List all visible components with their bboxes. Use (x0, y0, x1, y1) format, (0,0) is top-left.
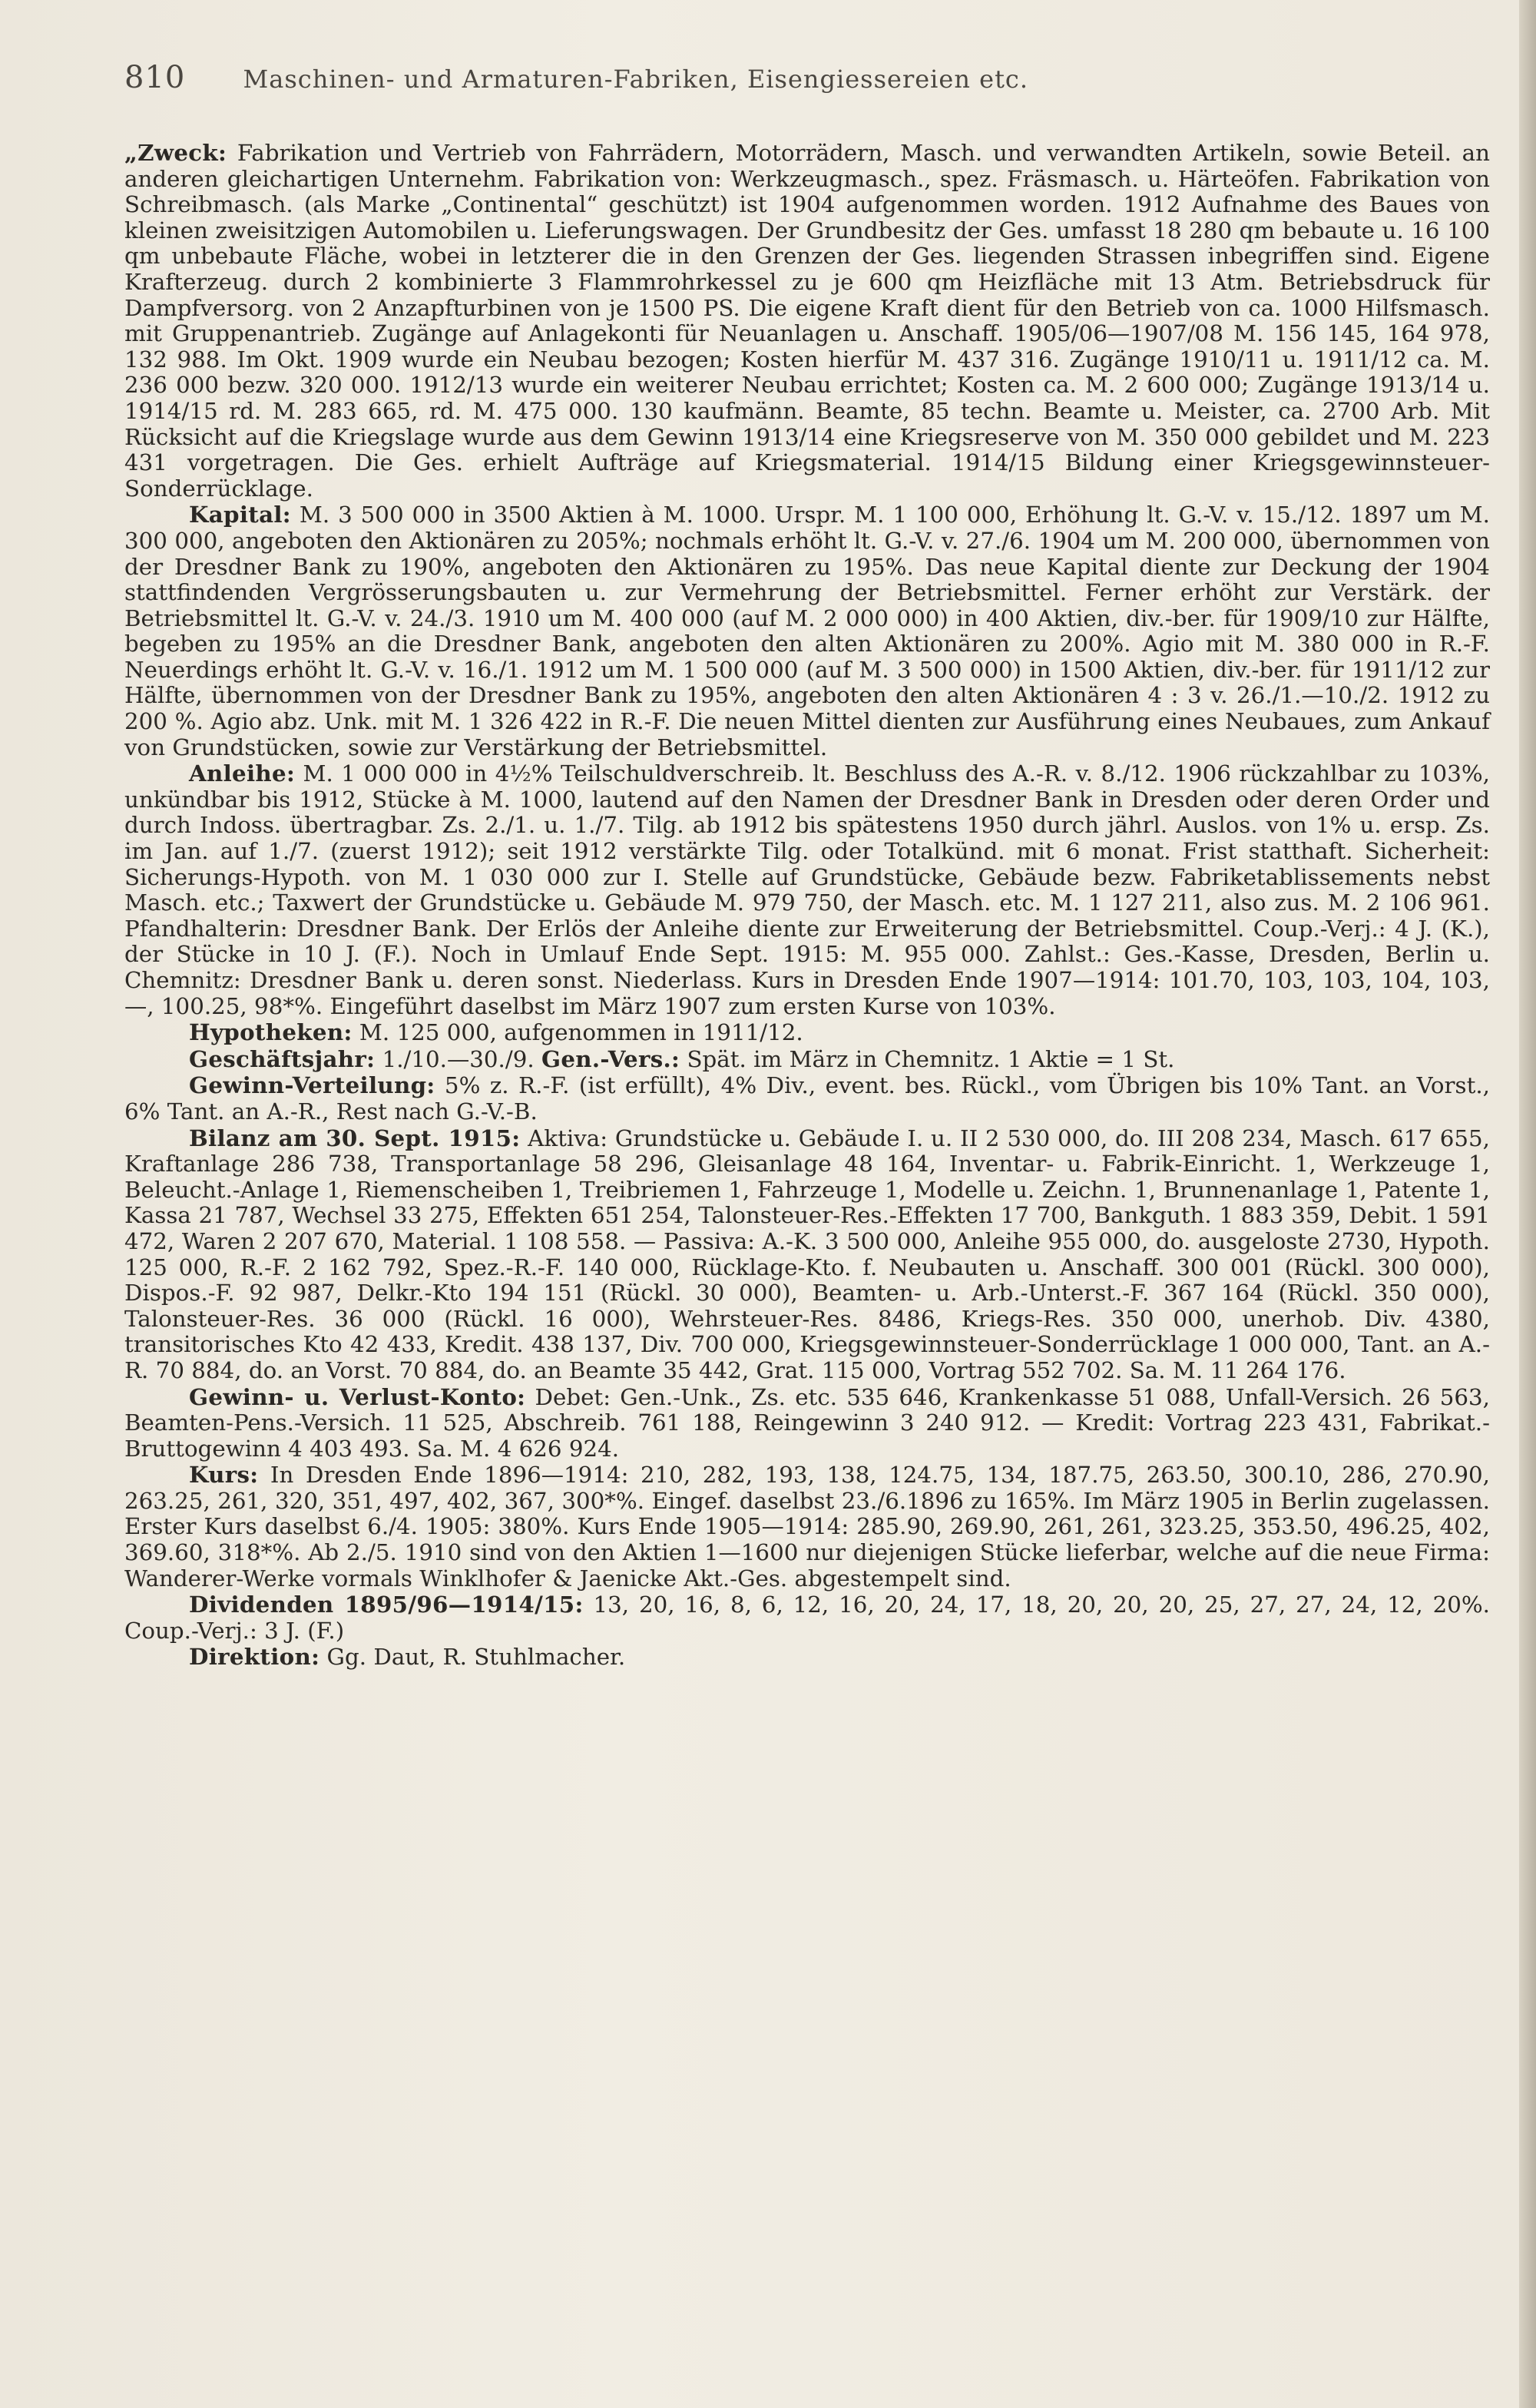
page-number: 810 (124, 60, 186, 95)
section-label: Kurs: (189, 1461, 259, 1489)
section-label: Anleihe: (189, 760, 296, 787)
paragraph-text: Gg. Daut, R. Stuhlmacher. (319, 1644, 626, 1671)
paragraph-text: M. 125 000, aufgenommen in 1911/12. (352, 1019, 803, 1046)
paragraph-kurs (124, 1462, 1490, 1592)
paragraph-geschaeftsjahr (124, 1046, 1490, 1073)
paragraph-direktion (124, 1644, 1490, 1671)
page-edge-shadow (1519, 0, 1536, 2408)
running-header (124, 60, 1491, 98)
paragraph-text: M. 1 000 000 in 4½% Teilschuldverschreib. lt. Beschluss des A.-R. v. 8./12. 1906 rückzahlbar zu 103%, unkündbar bis 1912, Stücke à M. 1000, lautend auf den Namen der Dresdner Bank in Dresden oder deren Order und durch Indoss. übertragbar. Zs. 2./1. u. 1./7. Tilg. ab 1912 bis spätestens 1950 durch jährl. Auslos. von 1% u. ersp. Zs. im Jan. auf 1./7. (zuerst 1912); seit 1912 verstärkte Tilg. oder Totalkünd. mit 6 monat. Frist statthaft. Sicherheit: Sicherungs-Hypoth. von M. 1 030 000 zur I. Stelle auf Grundstücke, Gebäude bezw. Fabriketablissements nebst Masch. etc.; Taxwert der Grundstücke u. Gebäude M. 979 750, der Masch. etc. M. 1 127 211, also zus. M. 2 106 961. Pfandhalterin: Dresdner Bank. Der Erlös der Anleihe diente zur Erweiterung der Betriebsmittel. Coup.-Verj.: 4 J. (K.), der Stücke in 10 J. (F.). Noch in Umlauf Ende Sept. 1915: M. 955 000. Zahlst.: Ges.-Kasse, Dresden, Berlin u. Chemnitz: Dresdner Bank u. deren sonst. Niederlass. Kurs in Dresden Ende 1907—1914: 101.70, 103, 103, 104, 103, —, 100.25, 98*%. Eingeführt daselbst im März 1907 zum ersten Kurse von 103%. (124, 760, 1490, 1019)
paragraph-gewinn-verteilung (124, 1072, 1490, 1125)
section-label: Direktion: (189, 1643, 320, 1671)
paragraph-text: Aktiva: Grundstücke u. Gebäude I. u. II 2 530 000, do. III 208 234, Masch. 617 655, Kraftanlage 286 738, Transportanlage 58 296, Gleisanlage 48 164, Inventar- u. Fabrik-Einricht. 1, Werkzeuge 1, Beleucht.-Anlage 1, Riemenscheiben 1, Treibriemen 1, Fahrzeuge 1, Modelle u. Zeichn. 1, Brunnenanlage 1, Patente 1, Kassa 21 787, Wechsel 33 275, Effekten 651 254, Talonsteuer-Res.-Effekten 17 700, Bankguth. 1 883 359, Debit. 1 591 472, Waren 2 207 670, Material. 1 108 558. — Passiva: A.-K. 3 500 000, Anleihe 955 000, do. ausgeloste 2730, Hypoth. 125 000, R.-F. 2 162 792, Spez.-R.-F. 140 000, Rücklage-Kto. f. Neubauten u. Anschaff. 300 001 (Rückl. 300 000), Dispos.-F. 92 987, Delkr.-Kto 194 151 (Rückl. 30 000), Beamten- u. Arb.-Unterst.-F. 367 164 (Rückl. 350 000), Talonsteuer-Res. 36 000 (Rückl. 16 000), Wehrsteuer-Res. 8486, Kriegs-Res. 350 000, unerhob. Div. 4380, transitorisches Kto 42 433, Kredit. 438 137, Div. 700 000, Kriegsgewinnsteuer-Sonderrücklage 1 000 000, Tant. an A.-R. 70 884, do. an Vorst. 70 884, do. an Beamte 35 442, Grat. 115 000, Vortrag 552 702. Sa. M. 11 264 176. (124, 1125, 1490, 1383)
paragraph-kapital (124, 502, 1490, 760)
paragraph-bilanz (124, 1125, 1490, 1384)
paragraph-text: Fabrikation und Vertrieb von Fahrrädern, Motorrädern, Masch. und verwandten Artikeln, sowie Beteil. an anderen gleichartigen Unternehm. Fabrikation von: Werkzeugmasch., spez. Fräsmasch. u. Härteöfen. Fabrikation von Schreibmasch. (als Marke „Continental“ geschützt) ist 1904 aufgenommen worden. 1912 Aufnahme des Baues von kleinen zweisitzigen Automobilen u. Lieferungswagen. Der Grundbesitz der Ges. umfasst 18 280 qm bebaute u. 16 100 qm unbebaute Fläche, wobei in letzterer die in den Grenzen der Ges. liegenden Strassen inbegriffen sind. Eigene Krafterzeug. durch 2 kombinierte 3 Flammrohrkessel zu je 600 qm Heizfläche mit 13 Atm. Betriebsdruck für Dampfversorg. von 2 Anzapfturbinen von je 1500 PS. Die eigene Kraft dient für den Betrieb von ca. 1000 Hilfsmasch. mit Gruppenantrieb. Zugänge auf Anlagekonti für Neuanlagen u. Anschaff. 1905/06—1907/08 M. 156 145, 164 978, 132 988. Im Okt. 1909 wurde ein Neubau bezogen; Kosten hierfür M. 437 316. Zugänge 1910/11 u. 1911/12 ca. M. 236 000 bezw. 320 000. 1912/13 wurde ein weiterer Neubau errichtet; Kosten ca. M. 2 600 000; Zugänge 1913/14 u. 1914/15 rd. M. 283 665, rd. M. 475 000. 130 kaufmänn. Beamte, 85 techn. Beamte u. Meister, ca. 2700 Arb. Mit Rücksicht auf die Kriegslage wurde aus dem Gewinn 1913/14 eine Kriegsreserve von M. 350 000 gebildet und M. 223 431 vorgetragen. Die Ges. erhielt Aufträge auf Kriegsmaterial. 1914/15 Bildung einer Kriegsgewinnsteuer-Sonderrücklage. (124, 140, 1490, 502)
section-label: Kapital: (189, 501, 291, 528)
paragraph-text: Spät. im März in Chemnitz. 1 Aktie = 1 St. (680, 1045, 1175, 1072)
section-label: Gewinn- u. Verlust-Konto: (189, 1383, 526, 1410)
paragraph-text: 1./10.—30./9. (375, 1045, 542, 1072)
section-label: Dividenden 1895/96—1914/15: (189, 1591, 584, 1618)
article-body (124, 140, 1490, 2383)
section-label: „Zweck: (124, 139, 227, 166)
paragraph-text: 5% z. R.-F. (ist erfüllt), 4% Div., event. bes. Rückl., vom Übrigen bis 10% Tant. an Vorst., 6% Tant. an A.-R., Rest nach G.-V.-B. (124, 1072, 1490, 1125)
section-label: Hypotheken: (189, 1019, 353, 1046)
paragraph-text: Debet: Gen.-Unk., Zs. etc. 535 646, Krankenkasse 51 088, Unfall-Versich. 26 563, Beamten-Pens.-Versich. 11 525, Abschreib. 761 188, Reingewinn 3 240 912. — Kredit: Vortrag 223 431, Fabrikat.-Bruttogewinn 4 403 493. Sa. M. 4 626 924. (124, 1383, 1490, 1462)
section-label: Geschäftsjahr: (189, 1045, 376, 1072)
paragraph-anleihe (124, 760, 1490, 1019)
paragraph-hypotheken (124, 1019, 1490, 1046)
paragraph-text: M. 3 500 000 in 3500 Aktien à M. 1000. Urspr. M. 1 100 000, Erhöhung lt. G.-V. v. 15./12. 1897 um M. 300 000, angeboten den Aktionären zu 205%; nochmals erhöht lt. G.-V. v. 27./6. 1904 um M. 200 000, übernommen von der Dresdner Bank zu 190%, angeboten den Aktionären zu 195%. Das neue Kapital diente zur Deckung der 1904 stattfindenden Vergrösserungsbauten u. zur Vermehrung der Betriebsmittel. Ferner erhöht zur Verstärk. der Betriebsmittel lt. G.-V. v. 24./3. 1910 um M. 400 000 (auf M. 2 000 000) in 400 Aktien, div.-ber. für 1909/10 zur Hälfte, begeben zu 195% an die Dresdner Bank, angeboten den alten Aktionären zu 200%. Agio mit M. 380 000 in R.-F. Neuerdings erhöht lt. G.-V. v. 16./1. 1912 um M. 1 500 000 (auf M. 3 500 000) in 1500 Aktien, div.-ber. für 1911/12 zur Hälfte, übernommen von der Dresdner Bank zu 195%, angeboten den alten Aktionären 4 : 3 v. 26./1.—10./2. 1912 zu 200 %. Agio abz. Unk. mit M. 1 326 422 in R.-F. Die neuen Mittel dienten zur Ausführung eines Neubaues, zum Ankauf von Grundstücken, sowie zur Verstärkung der Betriebsmittel. (124, 502, 1490, 760)
paragraph-zweck (124, 140, 1490, 502)
section-label: Gewinn-Verteilung: (189, 1072, 435, 1099)
paragraph-gewinn-verlust (124, 1384, 1490, 1462)
section-label: Gen.-Vers.: (541, 1045, 680, 1072)
section-label: Bilanz am 30. Sept. 1915: (189, 1124, 521, 1151)
running-title: Maschinen- und Armaturen-Fabriken, Eisengiessereien etc. (243, 65, 1029, 94)
paragraph-dividenden (124, 1592, 1490, 1644)
paragraph-text: 13, 20, 16, 8, 6, 12, 16, 20, 24, 17, 18, 20, 20, 20, 25, 27, 27, 24, 12, 20%. Coup.-Verj.: 3 J. (F.) (124, 1592, 1490, 1644)
paragraph-text: In Dresden Ende 1896—1914: 210, 282, 193, 138, 124.75, 134, 187.75, 263.50, 300.10, 286, 270.90, 263.25, 261, 320, 351, 497, 402, 367, 300*%. Eingef. daselbst 23./6.1896 zu 165%. Im März 1905 in Berlin zugelassen. Erster Kurs daselbst 6./4. 1905: 380%. Kurs Ende 1905—1914: 285.90, 269.90, 261, 261, 323.25, 353.50, 496.25, 402, 369.60, 318*%. Ab 2./5. 1910 sind von den Aktien 1—1600 nur diejenigen Stücke lieferbar, welche auf die neue Firma: Wanderer-Werke vormals Winklhofer & Jaenicke Akt.-Ges. abgestempelt sind. (124, 1462, 1490, 1592)
